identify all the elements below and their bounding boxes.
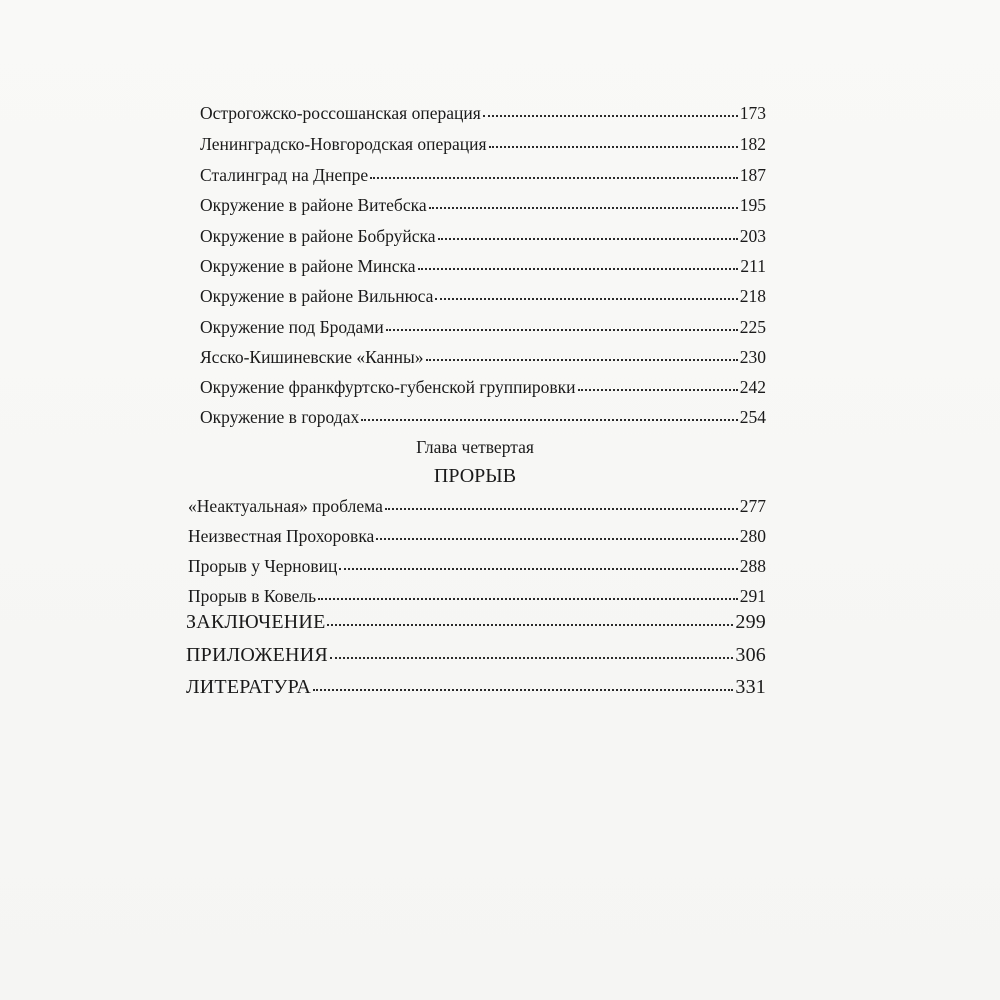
toc-entry-page: 306 <box>735 644 766 666</box>
dot-leader <box>578 389 738 391</box>
toc-entry <box>186 676 766 698</box>
dot-leader <box>438 238 738 240</box>
toc-entry-title: Окружение в районе Витебска <box>200 195 427 215</box>
toc-entry-title: ЛИТЕРАТУРА <box>186 676 312 698</box>
toc-entry <box>188 555 766 577</box>
toc-entry-page: 299 <box>735 611 766 633</box>
toc-entry-page: 242 <box>739 377 766 397</box>
toc-entry-title: Окружение под Бродами <box>200 317 384 337</box>
dot-leader <box>489 146 738 148</box>
toc-entry <box>200 225 766 247</box>
toc-entry-title: Прорыв у Черновиц <box>188 556 338 576</box>
toc-entry-title: Острогожско-россошанская операция <box>200 103 481 123</box>
chapter-title: ПРОРЫВ <box>433 465 517 487</box>
toc-entry-title: Сталинград на Днепре <box>200 165 369 185</box>
chapter-label: Глава четвертая <box>416 437 534 457</box>
toc-entry-page: 182 <box>739 134 766 154</box>
toc-entry-page: 277 <box>739 496 766 516</box>
toc-entry <box>200 346 766 368</box>
toc-entry <box>200 164 766 186</box>
dot-leader <box>370 177 738 179</box>
dot-leader <box>376 538 737 540</box>
toc-entry <box>200 406 766 428</box>
toc-entry-title: Прорыв в Ковель <box>188 586 317 606</box>
toc-entry <box>188 495 766 517</box>
toc-entry-page: 230 <box>739 347 766 367</box>
dot-leader <box>386 329 738 331</box>
toc-entry <box>200 376 766 398</box>
dot-leader <box>385 508 738 510</box>
toc-entry-title: Окружение в районе Вильнюса <box>200 286 434 306</box>
toc-entry-page: 288 <box>739 556 766 576</box>
toc-entry-title: Окружение в районе Бобруйска <box>200 226 436 246</box>
dot-leader <box>426 359 738 361</box>
toc-entry-page: 203 <box>739 226 766 246</box>
toc-entry-title: Окружение в районе Минска <box>200 256 416 276</box>
toc-entry-title: Неизвестная Прохоровка <box>188 526 375 546</box>
toc-entry-title: Окружение франкфуртско-губенской группировки <box>200 377 576 397</box>
dot-leader <box>327 624 733 626</box>
dot-leader <box>429 207 738 209</box>
toc-entry-page: 331 <box>735 676 766 698</box>
toc-entry <box>200 102 766 124</box>
toc-entry-title: ЗАКЛЮЧЕНИЕ <box>186 611 326 633</box>
toc-entry <box>200 255 766 277</box>
toc-entry-title: ПРИЛОЖЕНИЯ <box>186 644 328 666</box>
toc-entry-page: 218 <box>739 286 766 306</box>
toc-entry-page: 280 <box>739 526 766 546</box>
toc-entry-page: 195 <box>739 195 766 215</box>
dot-leader <box>330 657 734 659</box>
dot-leader <box>339 568 737 570</box>
toc-entry <box>200 316 766 338</box>
dot-leader <box>313 689 733 691</box>
toc-entry-page: 225 <box>739 317 766 337</box>
dot-leader <box>418 268 739 270</box>
toc-entry-page: 211 <box>740 256 766 276</box>
toc-entry-page: 254 <box>739 407 766 427</box>
toc-entry <box>200 133 766 155</box>
toc-entry <box>188 585 766 607</box>
toc-entry <box>200 194 766 216</box>
toc-entry-page: 173 <box>739 103 766 123</box>
toc-entry <box>188 525 766 547</box>
dot-leader <box>361 419 738 421</box>
dot-leader <box>483 115 738 117</box>
dot-leader <box>318 598 738 600</box>
toc-entry-title: «Неактуальная» проблема <box>188 496 383 516</box>
toc-entry <box>186 611 766 633</box>
toc-entry <box>186 644 766 666</box>
toc-entry-page: 187 <box>739 165 766 185</box>
toc-entry-page: 291 <box>739 586 766 606</box>
toc-entry-title: Окружение в городах <box>200 407 360 427</box>
toc-entry-title: Ленинградско-Новгородская операция <box>200 134 487 154</box>
dot-leader <box>435 298 737 300</box>
toc-entry <box>200 285 766 307</box>
toc-entry-title: Ясско-Кишиневские «Канны» <box>200 347 424 367</box>
